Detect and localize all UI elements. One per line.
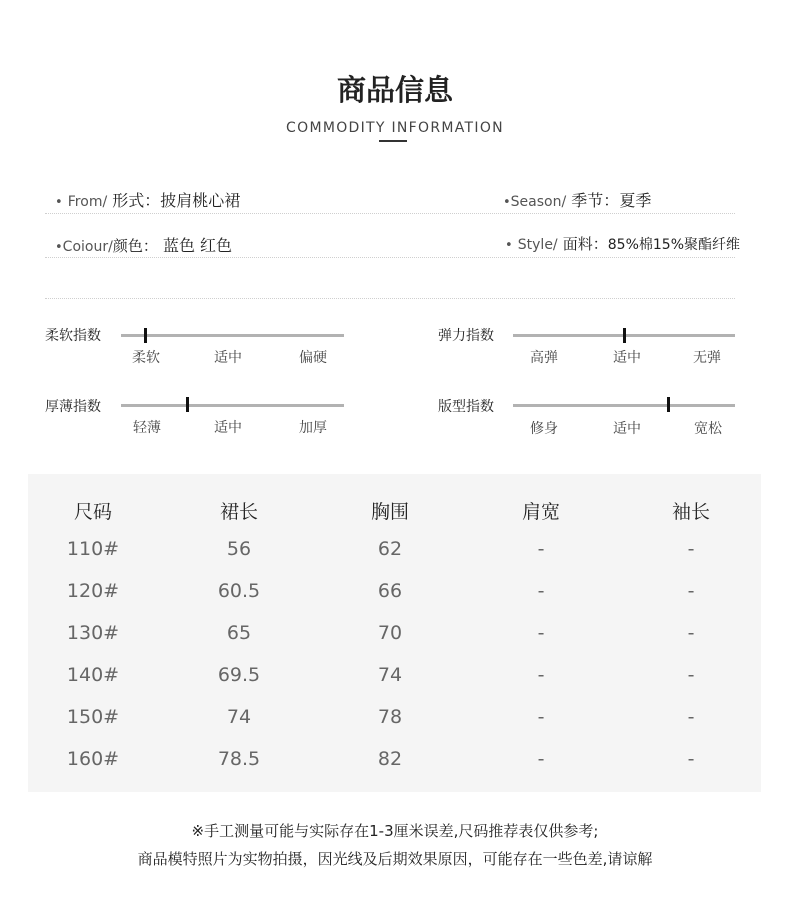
info-season-key: 季节： <box>571 191 620 210</box>
table-cell: 74 <box>226 706 252 728</box>
scale-option: 适中 <box>613 421 641 437</box>
table-cell: 120# <box>66 580 120 602</box>
scale-option: 适中 <box>214 350 242 366</box>
info-colour-value: 蓝色 红色 <box>162 236 233 255</box>
scale-label: 厚薄指数 <box>45 399 101 415</box>
table-cell: 140# <box>66 664 120 686</box>
scale-option: 高弹 <box>530 350 558 366</box>
table-cell: 130# <box>66 622 120 644</box>
bullet-icon: • <box>55 195 63 210</box>
info-style-key: 面料： <box>562 235 608 253</box>
scale-marker <box>623 328 626 343</box>
table-header-cell: 尺码 <box>73 501 113 523</box>
info-colour-key: 颜色： <box>112 237 158 255</box>
scale-option: 加厚 <box>299 420 327 436</box>
scale-track <box>121 404 344 407</box>
bullet-icon: • <box>503 195 511 210</box>
scale-option: 无弹 <box>693 350 721 366</box>
scale-option: 修身 <box>530 421 558 437</box>
page-title: 商品信息 <box>336 73 453 107</box>
divider <box>45 213 735 214</box>
scale-label: 版型指数 <box>438 399 494 415</box>
table-cell: 65 <box>226 622 252 644</box>
info-style-value: 85%棉15%聚酯纤维 <box>607 237 740 253</box>
table-cell: - <box>687 706 695 728</box>
bullet-icon: • <box>505 238 513 253</box>
scale-track <box>121 334 344 337</box>
info-colour-label: Coiour/ <box>62 239 113 255</box>
info-style <box>505 233 740 254</box>
table-cell: - <box>537 748 545 770</box>
table-cell: 70 <box>377 622 403 644</box>
scale-marker <box>667 397 670 412</box>
table-header-cell: 袖长 <box>671 501 711 523</box>
table-cell: - <box>537 538 545 560</box>
table-cell: - <box>687 664 695 686</box>
bullet-icon: • <box>55 240 63 255</box>
note-color-disclaimer: 商品模特照片为实物拍摄，因光线及后期效果原因，可能存在一些色差,请谅解 <box>137 850 653 868</box>
table-cell: - <box>687 580 695 602</box>
scale-track <box>513 404 735 407</box>
table-cell: - <box>537 664 545 686</box>
scale-label: 柔软指数 <box>45 328 101 344</box>
table-header-cell: 胸围 <box>370 501 410 523</box>
info-from <box>55 188 240 211</box>
info-colour <box>55 233 232 256</box>
scale-option: 适中 <box>214 420 242 436</box>
table-cell: 150# <box>66 706 120 728</box>
table-header-cell: 肩宽 <box>521 501 561 523</box>
table-cell: - <box>687 622 695 644</box>
table-cell: 74 <box>377 664 403 686</box>
info-from-key: 形式： <box>112 191 161 210</box>
table-header-cell: 裙长 <box>219 501 259 523</box>
table-cell: 60.5 <box>217 580 261 602</box>
note-measurement: ※手工测量可能与实际存在1-3厘米误差,尺码推荐表仅供参考; <box>191 822 599 840</box>
info-season-value: 夏季 <box>619 191 652 210</box>
table-cell: 82 <box>377 748 403 770</box>
table-cell: - <box>537 622 545 644</box>
info-from-value: 披肩桃心裙 <box>160 191 241 210</box>
scale-marker <box>186 397 189 412</box>
info-from-label: From/ <box>67 194 108 210</box>
table-cell: - <box>687 748 695 770</box>
table-cell: 62 <box>377 538 403 560</box>
scale-option: 轻薄 <box>133 420 161 436</box>
table-cell: 160# <box>66 748 120 770</box>
info-season-label: Season/ <box>510 194 567 210</box>
table-cell: - <box>687 538 695 560</box>
page-subtitle: COMMODITY INFORMATION <box>286 120 504 136</box>
divider <box>45 257 735 258</box>
scale-option: 宽松 <box>694 421 722 437</box>
info-season <box>503 188 651 211</box>
table-cell: - <box>537 580 545 602</box>
scale-marker <box>144 328 147 343</box>
table-cell: 78 <box>377 706 403 728</box>
subtitle-underline <box>379 140 407 142</box>
scale-label: 弹力指数 <box>438 328 494 344</box>
scale-option: 偏硬 <box>299 350 327 366</box>
table-cell: 66 <box>377 580 403 602</box>
table-cell: 78.5 <box>217 748 261 770</box>
divider <box>45 298 735 299</box>
table-cell: 110# <box>66 538 120 560</box>
table-cell: 69.5 <box>217 664 261 686</box>
info-style-label: Style/ <box>517 237 558 253</box>
table-cell: - <box>537 706 545 728</box>
scale-option: 柔软 <box>132 350 160 366</box>
table-cell: 56 <box>226 538 252 560</box>
scale-option: 适中 <box>613 350 641 366</box>
